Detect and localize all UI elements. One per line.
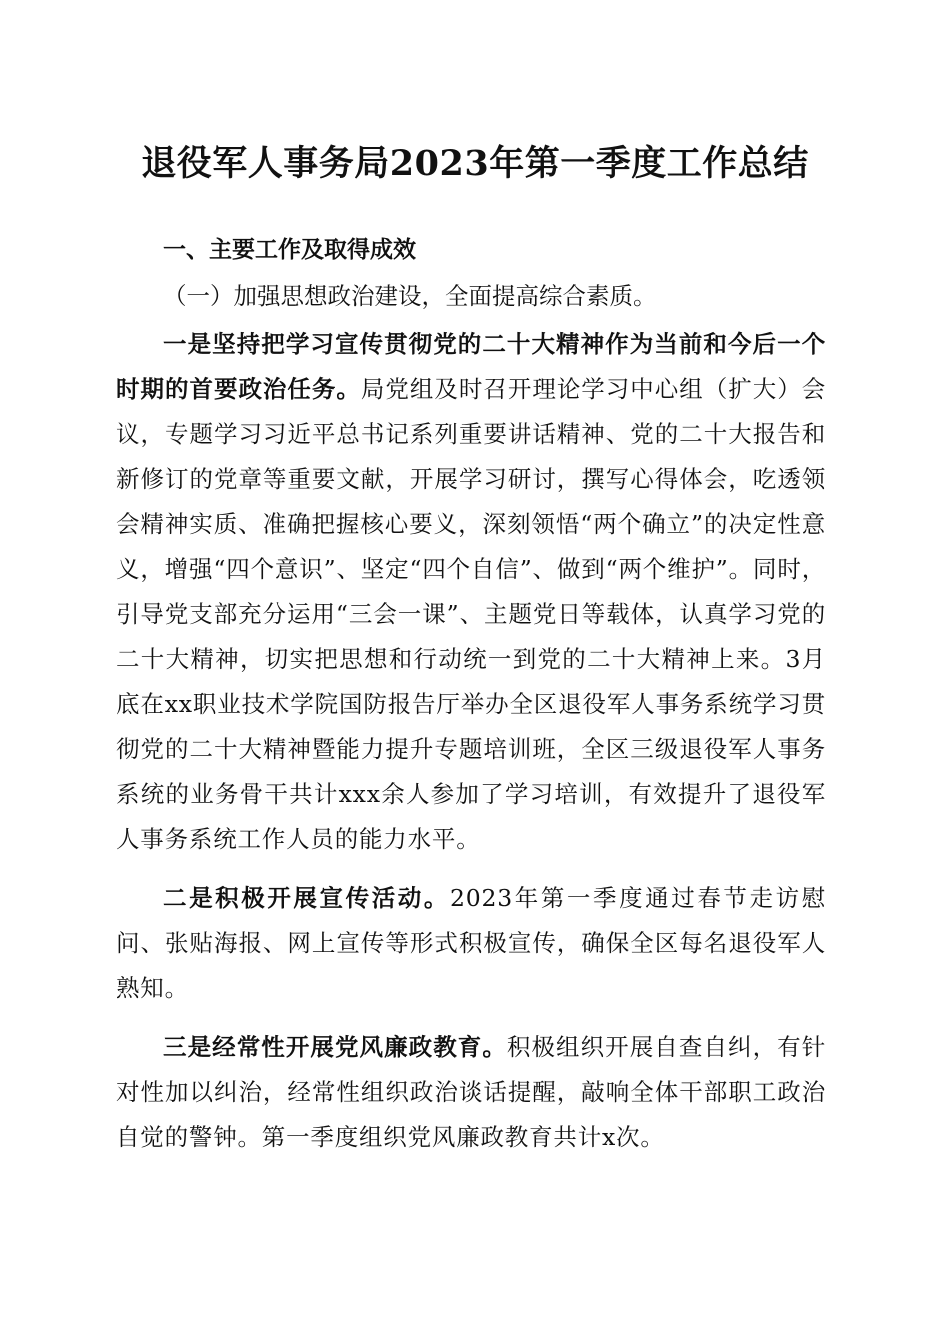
paragraph-3-body: 积极组织开展自查自纠，有针对性加以纠治，经常性组织政治谈话提醒，敲响全体干部职工政治自觉的警钟。第一季度组织党风廉政教育共计x次。 xyxy=(116,1033,827,1151)
paragraph-1 xyxy=(116,322,826,862)
paragraph-3 xyxy=(116,1025,826,1160)
paragraph-2-body: 2023年第一季度通过春节走访慰问、张贴海报、网上宣传等形式积极宣传，确保全区每名退役军人熟知。 xyxy=(116,884,826,1002)
section-heading: 一、主要工作及取得成效 xyxy=(163,237,416,263)
paragraph-2-lead: 二是积极开展宣传活动。 xyxy=(163,884,450,912)
paragraph-1-lead: 一是坚持把学习宣传贯彻党的二十大精神作为当前和今后一个时期的首要政治任务。 xyxy=(116,330,826,403)
document-body xyxy=(116,230,826,1160)
paragraph-1-body: 局党组及时召开理论学习中心组（扩大）会议，专题学习习近平总书记系列重要讲话精神、党的二十大报告和新修订的党章等重要文献，开展学习研讨，撰写心得体会，吃透领会精神实质、准确把握核心要义，深刻领悟“两个确立”的决定性意义，增强“四个意识”、坚定“四个自信”、做到“两个维护”。同时，引导党支部充分运用“三会一课”、主题党日等载体，认真学习党的二十大精神，切实把思想和行动统一到党的二十大精神上来。3月底在xx职业技术学院国防报告厅举办全区退役军人事务系统学习贯彻党的二十大精神暨能力提升专题培训班，全区三级退役军人事务系统的业务骨干共计xxx余人参加了学习培训，有效提升了退役军人事务系统工作人员的能力水平。 xyxy=(116,375,827,853)
paragraph-2 xyxy=(116,876,826,1011)
document-title: 退役军人事务局2023年第一季度工作总结 xyxy=(141,143,809,184)
paragraph-3-lead: 三是经常性开展党风廉政教育。 xyxy=(163,1033,507,1061)
subsection-heading: （一）加强思想政治建设，全面提高综合素质。 xyxy=(163,282,657,310)
